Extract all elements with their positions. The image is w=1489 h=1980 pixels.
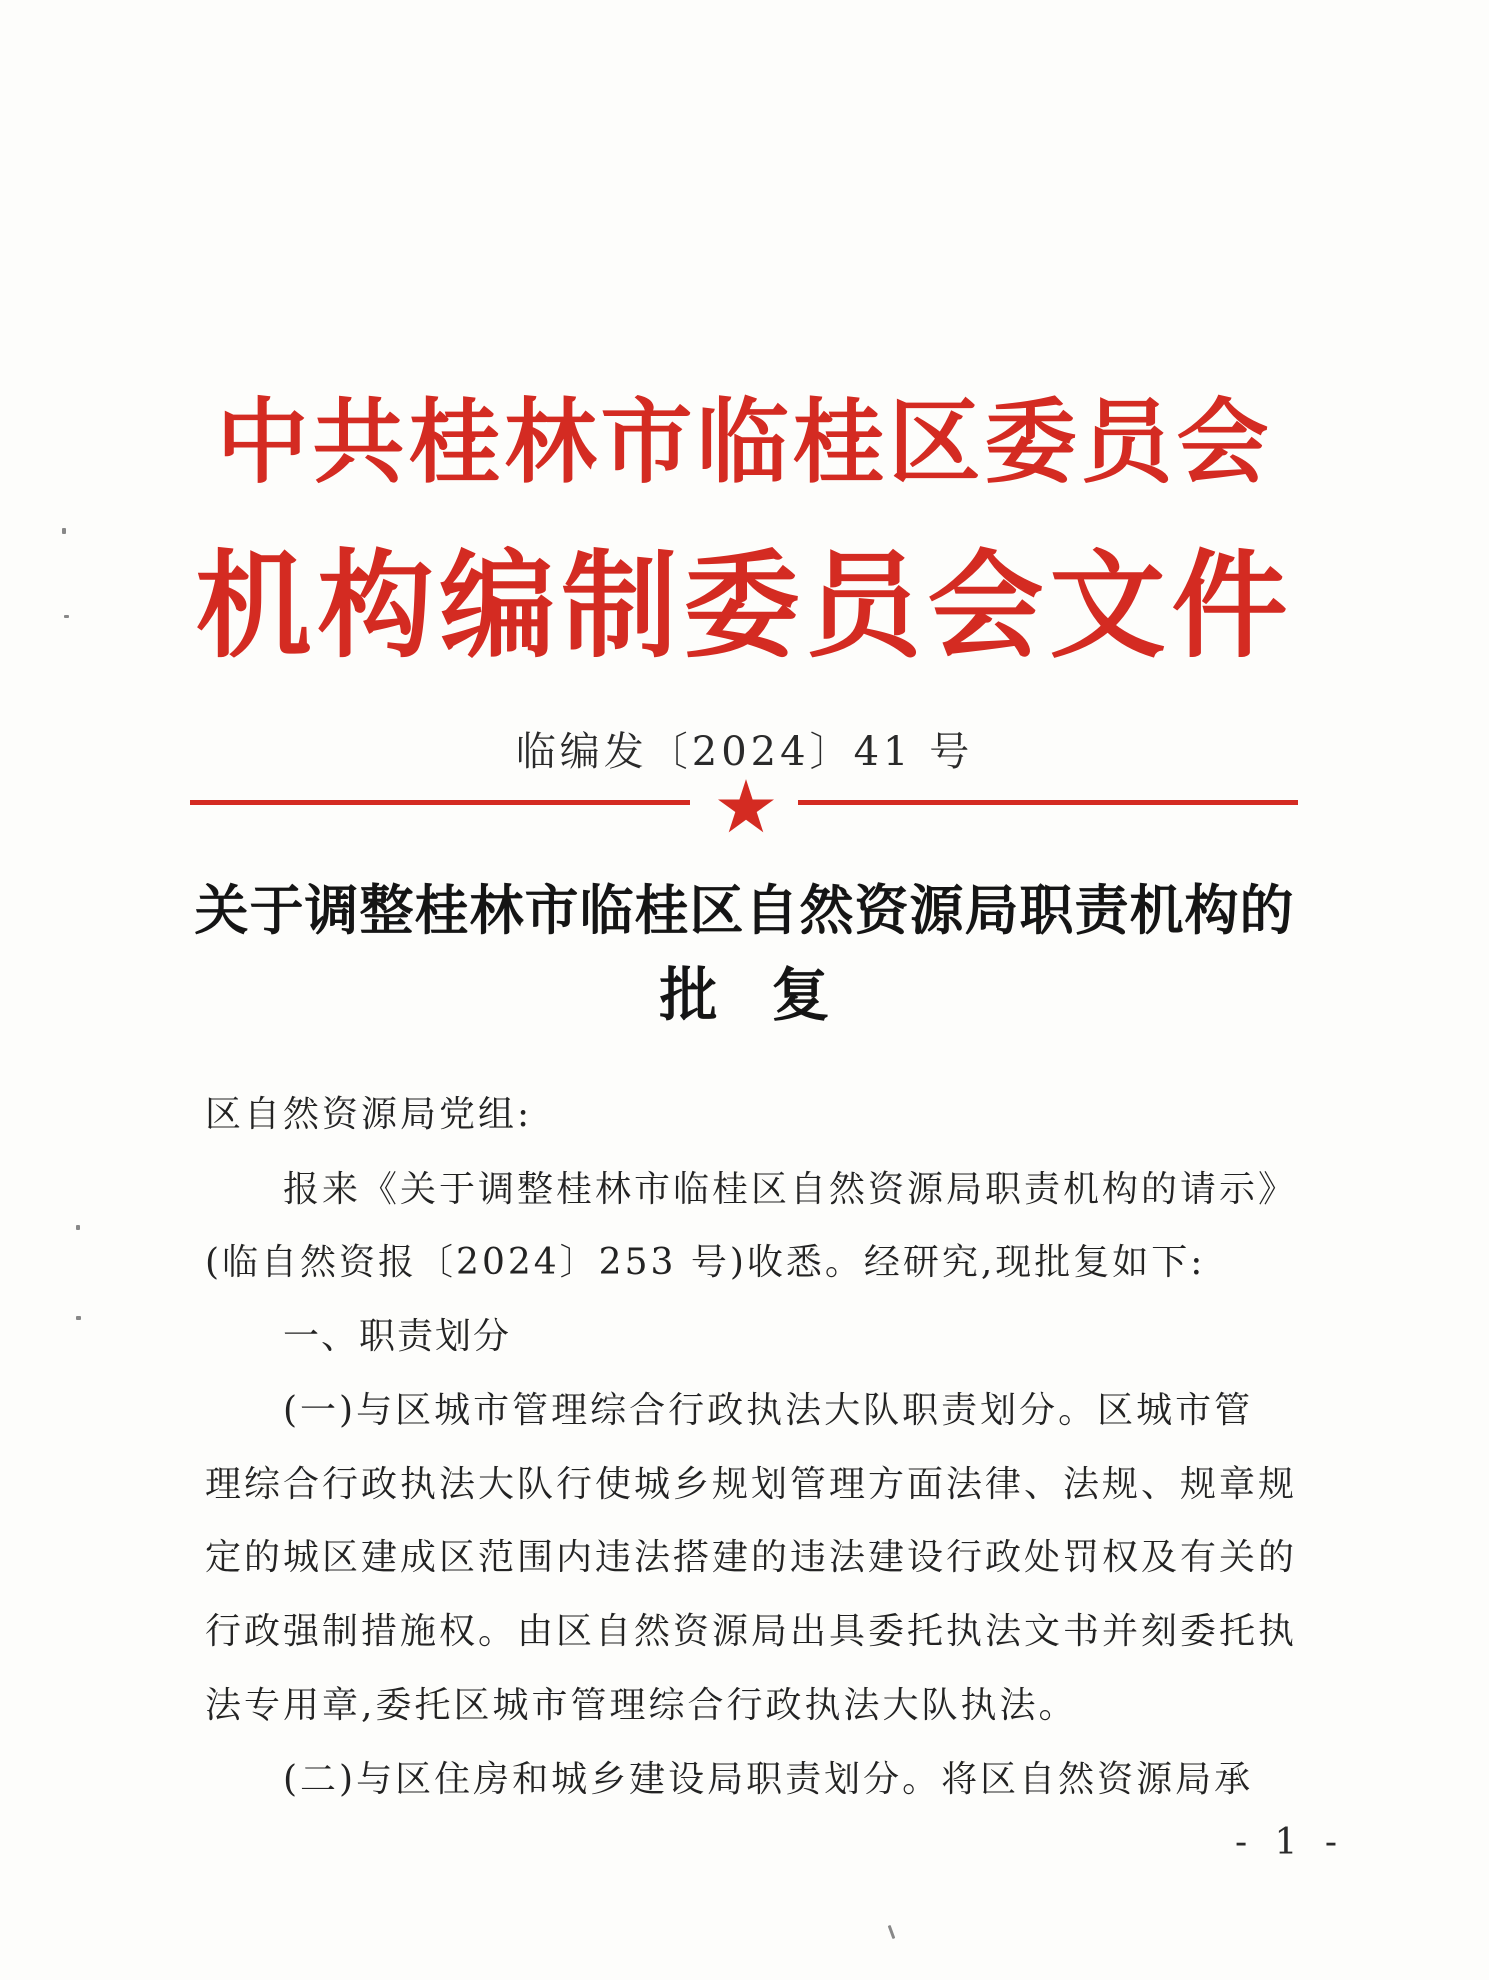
para-2-line-1: (二)与区住房和城乡建设局职责划分。将区自然资源局承 (283, 1759, 1254, 1800)
red-star-icon (718, 779, 774, 833)
para-1-line-3: 定的城区建成区范围内违法搭建的违法建设行政处罚权及有关的 (205, 1537, 1298, 1578)
document-title-line-1: 关于调整桂林市临桂区自然资源局职责机构的 (194, 878, 1295, 942)
para-1-line-1: (一)与区城市管理综合行政执法大队职责划分。区城市管 (283, 1390, 1254, 1431)
red-rule-left (190, 800, 690, 805)
page-number: - 1 - (1234, 1822, 1346, 1863)
issuer-header-line-2: 机构编制委员会文件 (195, 539, 1294, 674)
para-1-line-2: 理综合行政执法大队行使城乡规划管理方面法律、法规、规章规 (205, 1464, 1298, 1505)
para-1-line-5: 法专用章,委托区城市管理综合行政执法大队执法。 (205, 1685, 1078, 1726)
intro-line-2: (临自然资报〔2024〕253 号)收悉。经研究,现批复如下: (205, 1242, 1206, 1283)
issuer-header-line-1: 中共桂林市临桂区委员会 (216, 389, 1273, 496)
red-rule-right (798, 800, 1298, 805)
addressee: 区自然资源局党组: (205, 1094, 533, 1135)
document-title-line-2: 批复 (659, 961, 884, 1029)
scan-speck (76, 1316, 81, 1320)
scan-speck (76, 1225, 80, 1230)
section-1-heading: 一、职责划分 (283, 1316, 512, 1357)
intro-line-1: 报来《关于调整桂林市临桂区自然资源局职责机构的请示》 (283, 1169, 1298, 1210)
para-1-line-4: 行政强制措施权。由区自然资源局出具委托执法文书并刻委托执 (205, 1611, 1298, 1652)
scan-speck (62, 528, 66, 534)
scan-speck (64, 615, 69, 618)
document-number: 临编发〔2024〕41 号 (515, 729, 974, 775)
scan-speck (888, 1925, 896, 1939)
